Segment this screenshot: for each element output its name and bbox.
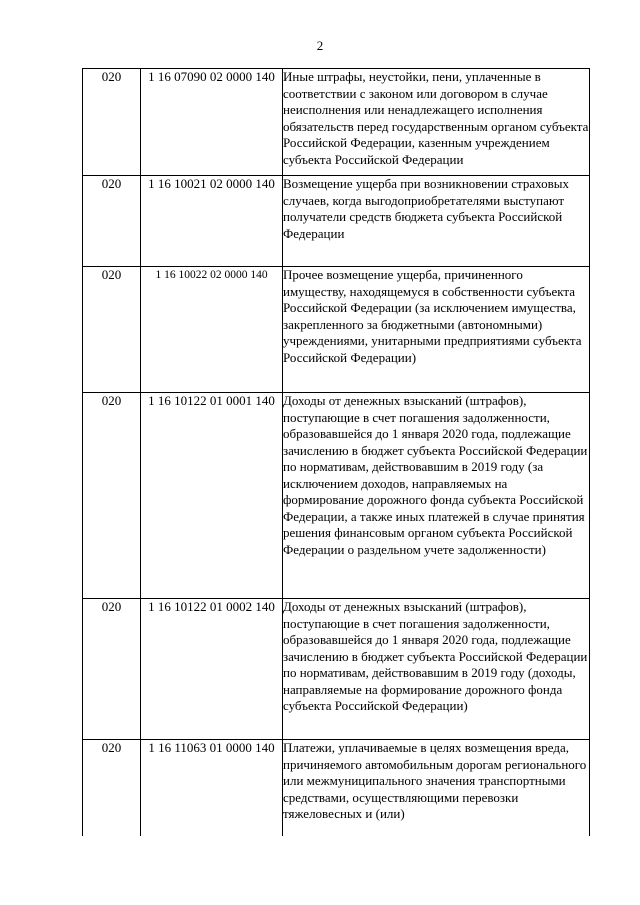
budget-code-cell: 1 16 10122 01 0002 140 (141, 599, 283, 740)
table-row (83, 599, 590, 740)
income-name-cell: Платежи, уплачиваемые в целях возмещения вреда, причиняемого автомобильным дорогам регионального или межмуниципального значения транспортными средствами, осуществляющими перевозки тяжеловесных и (или) (283, 740, 590, 836)
table-row (83, 267, 590, 393)
budget-code-cell: 1 16 10122 01 0001 140 (141, 393, 283, 599)
admin-code-cell: 020 (83, 740, 141, 836)
income-name-cell: Прочее возмещение ущерба, причиненного имуществу, находящемуся в собственности субъекта Российской Федерации (за исключением имущества, закрепленного за бюджетными (автономными) учреждениями, унитарными предприятиями субъекта Российской Федерации) (283, 267, 590, 393)
budget-code-cell: 1 16 10021 02 0000 140 (141, 176, 283, 267)
income-name-cell: Возмещение ущерба при возникновении страховых случаев, когда выгодоприобретателями выступают получатели средств бюджета субъекта Российской Федерации (283, 176, 590, 267)
budget-classification-table (82, 68, 590, 836)
admin-code-cell: 020 (83, 267, 141, 393)
admin-code-cell: 020 (83, 599, 141, 740)
admin-code-cell: 020 (83, 176, 141, 267)
admin-code-cell: 020 (83, 393, 141, 599)
budget-code-cell: 1 16 10022 02 0000 140 (141, 267, 283, 393)
admin-code-cell: 020 (83, 69, 141, 176)
table-row (83, 393, 590, 599)
income-name-cell: Доходы от денежных взысканий (штрафов), поступающие в счет погашения задолженности, образовавшейся до 1 января 2020 года, подлежащие зачислению в бюджет субъекта Российской Федерации по нормативам, действовавшим в 2019 году (доходы, направляемые на формирование дорожного фонда субъекта Российской Федерации) (283, 599, 590, 740)
income-name-cell: Доходы от денежных взысканий (штрафов), поступающие в счет погашения задолженности, образовавшейся до 1 января 2020 года, подлежащие зачислению в бюджет субъекта Российской Федерации по нормативам, действовавшим в 2019 году (за исключением доходов, направляемых на формирование дорожного фонда субъекта Российской Федерации, а также иных платежей в случае принятия решения финансовым органом субъекта Российской Федерации о раздельном учете задолженности) (283, 393, 590, 599)
page-number: 2 (316, 38, 324, 53)
table-row (83, 176, 590, 267)
income-name-cell: Иные штрафы, неустойки, пени, уплаченные в соответствии с законом или договором в случае неисполнения или ненадлежащего исполнения обязательств перед государственным органом субъекта Российской Федерации, казенным учреждением субъекта Российской Федерации (283, 69, 590, 176)
table-row (83, 740, 590, 836)
budget-code-cell: 1 16 11063 01 0000 140 (141, 740, 283, 836)
budget-code-cell: 1 16 07090 02 0000 140 (141, 69, 283, 176)
table-row (83, 69, 590, 176)
